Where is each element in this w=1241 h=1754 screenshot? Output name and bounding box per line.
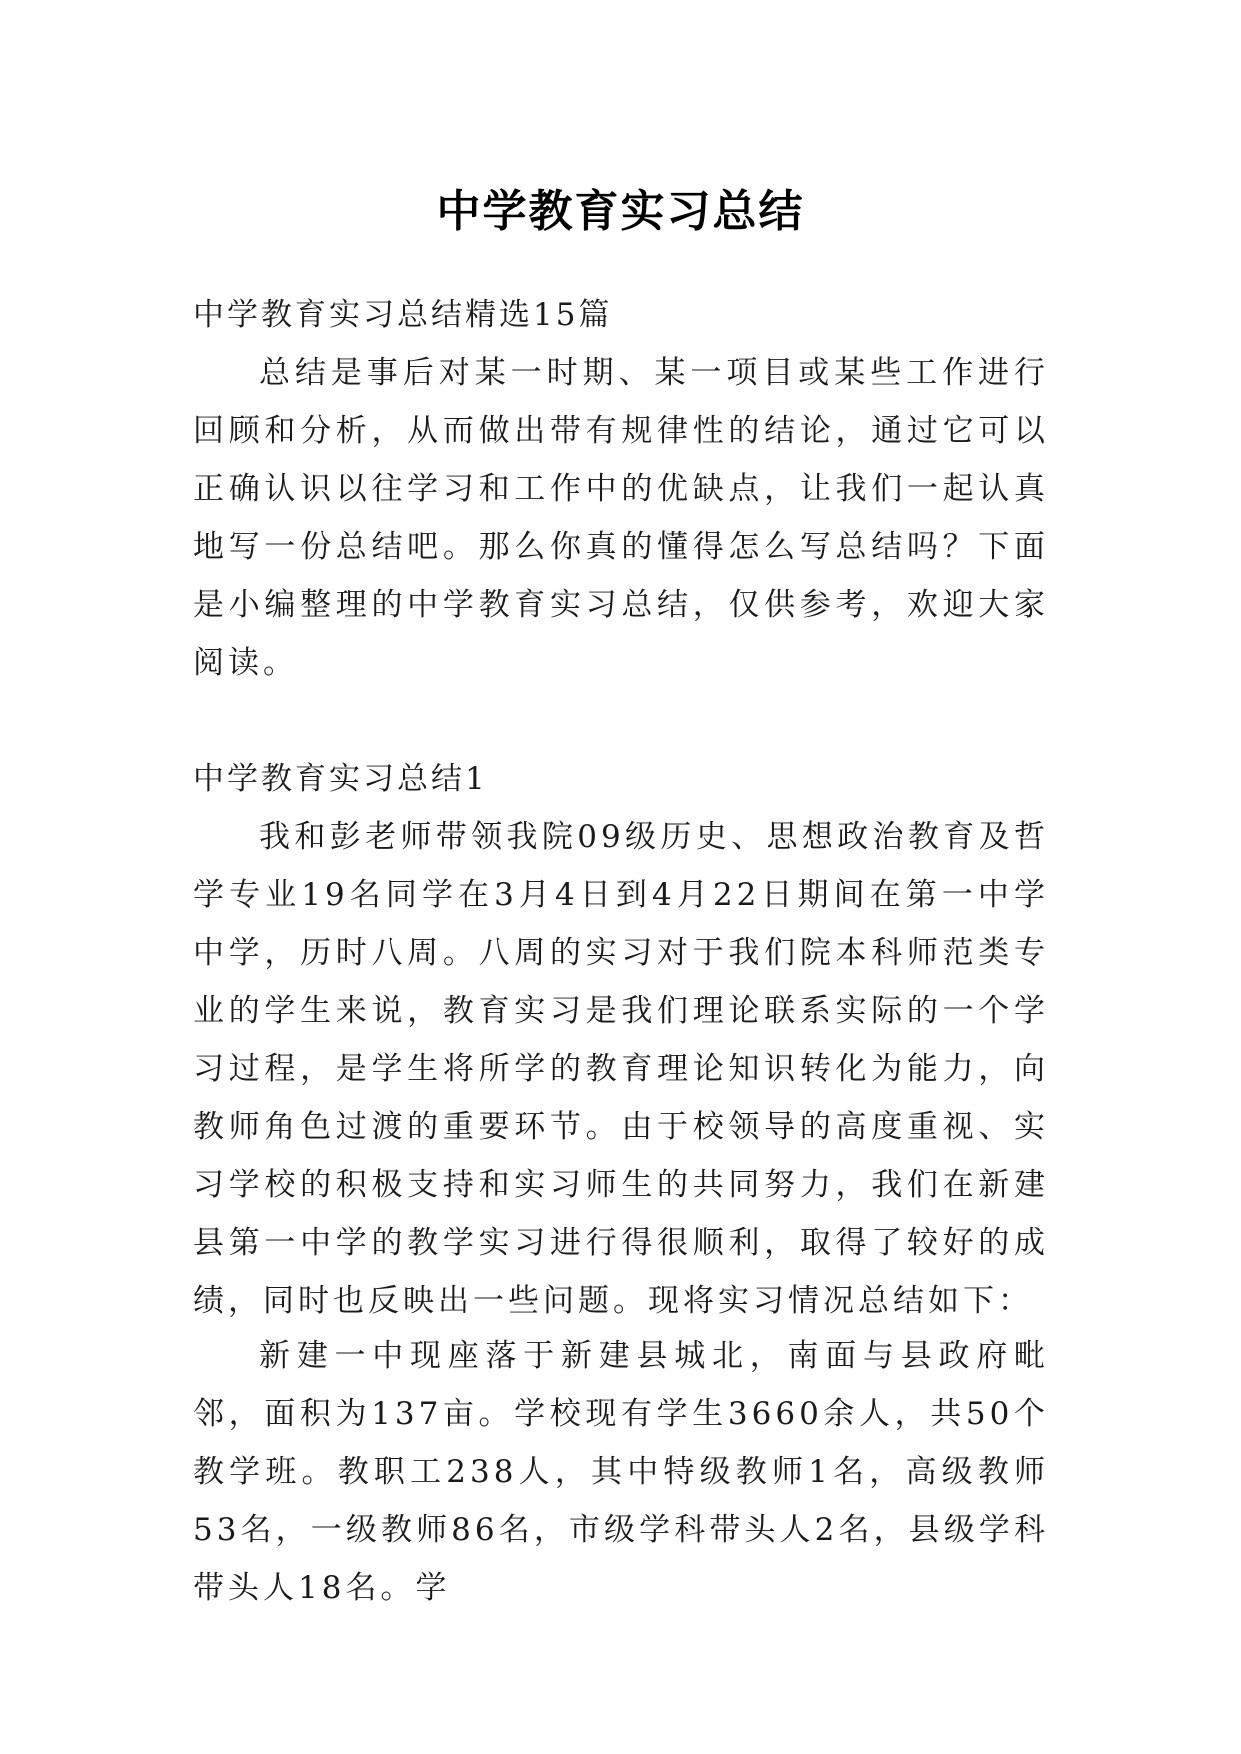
- section-paragraph: 新建一中现座落于新建县城北，南面与县政府毗邻，面积为137亩。学校现有学生3660余人，共50个教学班。教职工238人，其中特级教师1名，高级教师53名，一级教师86名，市级学科带头人2名，县级学科带头人18名。学: [193, 1338, 1049, 1606]
- intro-paragraph: 总结是事后对某一时期、某一项目或某些工作进行回顾和分析，从而做出带有规律性的结论，通过它可以正确认识以往学习和工作中的优缺点，让我们一起认真地写一份总结吧。那么你真的懂得怎么写总结吗？下面是小编整理的中学教育实习总结，仅供参考，欢迎大家阅读。: [193, 355, 1049, 681]
- document-title: 中学教育实习总结: [436, 186, 805, 238]
- section-paragraph: 我和彭老师带领我院09级历史、思想政治教育及哲学专业19名同学在3月4日到4月22日期间在第一中学中学，历时八周。八周的实习对于我们院本科师范类专业的学生来说，教育实习是我们理论联系实际的一个学习过程，是学生将所学的教育理论知识转化为能力，向教师角色过渡的重要环节。由于校领导的高度重视、实习学校的积极支持和实习师生的共同努力，我们在新建县第一中学的教学实习进行得很顺利，取得了较好的成绩，同时也反映出一些问题。现将实习情况总结如下：: [193, 819, 1049, 1319]
- document-subtitle: 中学教育实习总结精选15篇: [193, 297, 613, 333]
- section-heading: 中学教育实习总结1: [193, 761, 488, 797]
